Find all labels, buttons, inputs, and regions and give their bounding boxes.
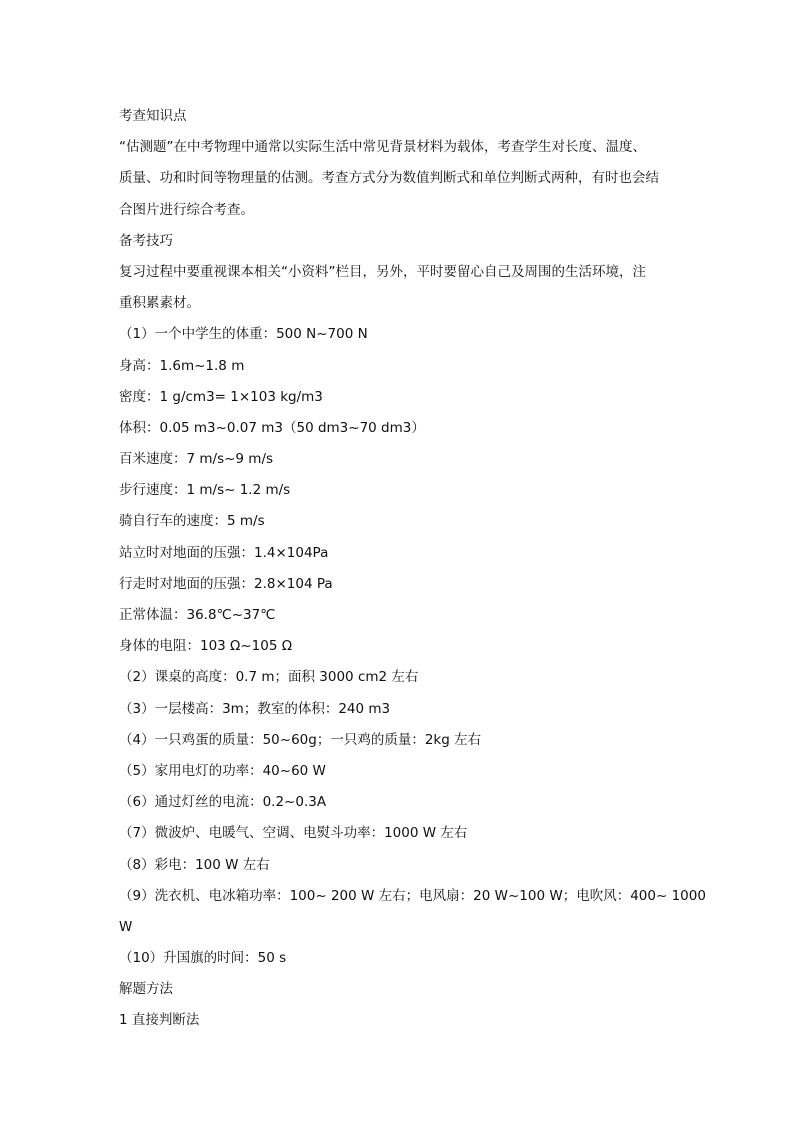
data-item-sprint-speed: 百米速度：7 m/s~9 m/s — [119, 451, 274, 468]
paragraph-line: 重积累素材。 — [119, 295, 200, 312]
section-heading-solving-methods: 解题方法 — [119, 981, 173, 998]
paragraph-line: “估测题”在中考物理中通常以实际生活中常见背景材料为载体，考查学生对长度、温度、 — [119, 139, 646, 156]
data-item-filament-current: （6）通过灯丝的电流：0.2~0.3A — [119, 794, 327, 811]
data-item-body-temperature: 正常体温：36.8℃~37℃ — [119, 607, 276, 623]
data-item-standing-pressure: 站立时对地面的压强：1.4×104Pa — [119, 544, 329, 561]
data-item-washer-power-continued: W — [119, 918, 133, 935]
data-item-student-weight: （1）一个中学生的体重：500 N~700 N — [119, 326, 368, 343]
data-item-height: 身高：1.6m~1.8 m — [119, 357, 245, 374]
paragraph-line: 质量、功和时间等物理量的估测。考查方式分为数值判断式和单位判断式两种，有时也会结 — [119, 170, 659, 187]
data-item-volume: 体积：0.05 m3~0.07 m3（50 dm3~70 dm3） — [119, 419, 425, 436]
section-heading-exam-tips: 备考技巧 — [119, 232, 173, 249]
data-item-washer-power: （9）洗衣机、电冰箱功率：100~ 200 W 左右；电风扇：20 W~100 W；电吹风：400~ 1000 — [119, 887, 706, 904]
paragraph-line: 合图片进行综合考查。 — [119, 201, 254, 218]
data-item-egg-mass: （4）一只鸡蛋的质量：50~60g；一只鸡的质量：2kg 左右 — [119, 731, 482, 748]
data-item-appliance-power: （7）微波炉、电暖气、空调、电熨斗功率：1000 W 左右 — [119, 825, 468, 842]
paragraph-line: 复习过程中要重视课本相关“小资料”栏目，另外，平时要留心自己及周围的生活环境，注 — [119, 263, 646, 280]
data-item-lamp-power: （5）家用电灯的功率：40~60 W — [119, 762, 326, 779]
data-item-walking-speed: 步行速度：1 m/s~ 1.2 m/s — [119, 482, 291, 499]
data-item-floor-height: （3）一层楼高：3m；教室的体积：240 m3 — [119, 700, 391, 717]
data-item-walking-pressure: 行走时对地面的压强：2.8×104 Pa — [119, 575, 333, 592]
section-heading-knowledge-points: 考查知识点 — [119, 108, 187, 124]
data-item-tv-power: （8）彩电：100 W 左右 — [119, 856, 270, 873]
data-item-cycling-speed: 骑自行车的速度：5 m/s — [119, 513, 265, 530]
subsection-heading-direct-judgment: 1 直接判断法 — [119, 1012, 200, 1029]
data-item-flag-raising-time: （10）升国旗的时间：50 s — [119, 950, 287, 967]
document-body — [119, 101, 706, 1037]
data-item-body-resistance: 身体的电阻：103 Ω~105 Ω — [119, 638, 293, 655]
data-item-density: 密度：1 g/cm3= 1×103 kg/m3 — [119, 388, 323, 405]
data-item-desk: （2）课桌的高度：0.7 m；面积 3000 cm2 左右 — [119, 669, 419, 686]
